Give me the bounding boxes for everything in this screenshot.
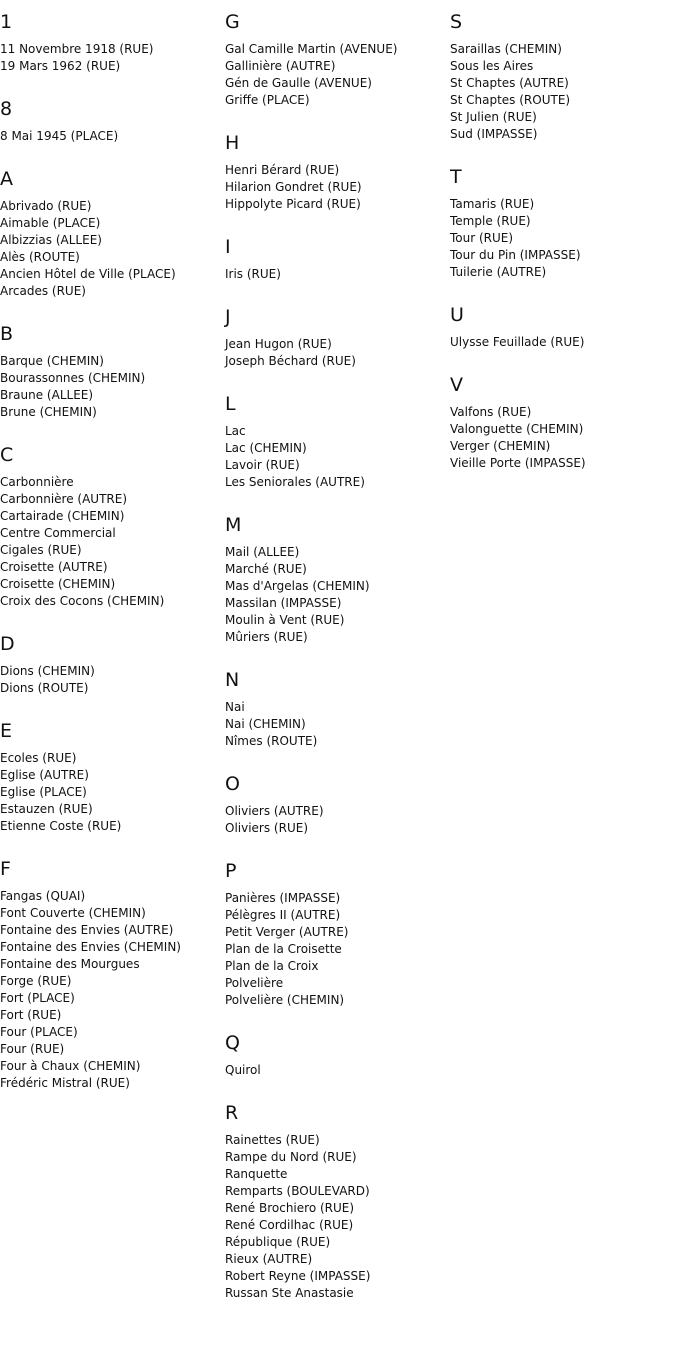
letter-heading: M <box>225 514 242 536</box>
street-link[interactable]: Hippolyte Picard (RUE) <box>225 197 361 211</box>
street-link[interactable]: Tour du Pin (IMPASSE) <box>450 248 581 262</box>
letter-heading: D <box>0 633 15 655</box>
letter-heading: E <box>0 720 13 742</box>
street-link[interactable]: Ancien Hôtel de Ville (PLACE) <box>0 267 176 281</box>
street-link[interactable]: Mûriers (RUE) <box>225 630 308 644</box>
street-link[interactable]: Iris (RUE) <box>225 267 281 281</box>
street-link[interactable]: Estauzen (RUE) <box>0 802 93 816</box>
street-link[interactable]: Centre Commercial <box>0 526 116 540</box>
street-link[interactable]: Tamaris (RUE) <box>450 197 535 211</box>
street-link[interactable]: Brune (CHEMIN) <box>0 405 97 419</box>
street-link[interactable]: République (RUE) <box>225 1235 331 1249</box>
street-link[interactable]: Fort (RUE) <box>0 1008 62 1022</box>
letter-group <box>0 98 225 145</box>
street-link[interactable]: Griffe (PLACE) <box>225 93 310 107</box>
street-link[interactable]: Plan de la Croix <box>225 959 319 973</box>
letter-heading: I <box>225 236 231 258</box>
letter-heading: P <box>225 860 237 882</box>
street-link[interactable]: St Julien (RUE) <box>450 110 537 124</box>
letter-heading: L <box>225 393 236 415</box>
street-link[interactable]: Henri Bérard (RUE) <box>225 163 340 177</box>
letter-group <box>0 633 225 697</box>
letter-group <box>225 132 450 213</box>
street-list <box>0 474 225 610</box>
street-link[interactable]: Vieille Porte (IMPASSE) <box>450 456 586 470</box>
letter-heading: G <box>225 11 240 33</box>
street-list <box>450 41 675 143</box>
street-link[interactable]: Aimable (PLACE) <box>0 216 101 230</box>
street-link[interactable]: Eglise (AUTRE) <box>0 768 89 782</box>
street-list <box>225 336 450 370</box>
letter-heading: B <box>0 323 14 345</box>
street-link[interactable]: Dions (CHEMIN) <box>0 664 95 678</box>
street-link[interactable]: Arcades (RUE) <box>0 284 86 298</box>
letter-group <box>0 11 225 75</box>
street-link[interactable]: Panières (IMPASSE) <box>225 891 341 905</box>
letter-heading: H <box>225 132 240 154</box>
street-list <box>0 888 225 1092</box>
street-link[interactable]: Eglise (PLACE) <box>0 785 87 799</box>
street-link[interactable]: Tuilerie (AUTRE) <box>450 265 547 279</box>
street-link[interactable]: Ecoles (RUE) <box>0 751 77 765</box>
street-list <box>0 41 225 75</box>
street-link[interactable]: 11 Novembre 1918 (RUE) <box>0 42 154 56</box>
street-list <box>450 196 675 281</box>
letter-heading: U <box>450 304 464 326</box>
street-list <box>225 162 450 213</box>
street-link[interactable]: Saraillas (CHEMIN) <box>450 42 562 56</box>
street-list <box>225 1132 450 1302</box>
street-link[interactable]: Albizzias (ALLEE) <box>0 233 102 247</box>
letter-group <box>225 860 450 1009</box>
street-link[interactable]: Bourassonnes (CHEMIN) <box>0 371 146 385</box>
letter-heading: V <box>450 374 463 396</box>
letter-heading: O <box>225 773 240 795</box>
letter-heading: 1 <box>0 11 13 33</box>
street-list <box>225 266 450 283</box>
street-list <box>0 128 225 145</box>
street-link[interactable]: Marché (RUE) <box>225 562 307 576</box>
letter-group <box>225 1102 450 1302</box>
street-link[interactable]: Rampe du Nord (RUE) <box>225 1150 357 1164</box>
letter-group <box>225 393 450 491</box>
index-column <box>225 0 450 1325</box>
street-link[interactable]: René Cordilhac (RUE) <box>225 1218 354 1232</box>
letter-heading: F <box>0 858 11 880</box>
street-link[interactable]: Rieux (AUTRE) <box>225 1252 313 1266</box>
letter-group <box>225 1032 450 1079</box>
street-list <box>225 890 450 1009</box>
street-link[interactable]: Alès (ROUTE) <box>0 250 80 264</box>
street-link[interactable]: Polvelière <box>225 976 284 990</box>
street-link[interactable]: Nai (CHEMIN) <box>225 717 306 731</box>
street-link[interactable]: St Chaptes (ROUTE) <box>450 93 571 107</box>
letter-heading: T <box>450 166 462 188</box>
letter-group <box>0 720 225 835</box>
street-link[interactable]: Etienne Coste (RUE) <box>0 819 122 833</box>
street-list <box>0 198 225 300</box>
letter-heading: S <box>450 11 463 33</box>
letter-group <box>225 11 450 109</box>
street-link[interactable]: Carbonnière <box>0 475 74 489</box>
street-link[interactable]: Four à Chaux (CHEMIN) <box>0 1059 141 1073</box>
street-link[interactable]: Font Couverte (CHEMIN) <box>0 906 146 920</box>
street-link[interactable]: Lac <box>225 424 246 438</box>
index-column <box>450 0 675 495</box>
street-link[interactable]: Joseph Béchard (RUE) <box>225 354 356 368</box>
street-link[interactable]: Moulin à Vent (RUE) <box>225 613 345 627</box>
letter-group <box>0 444 225 610</box>
street-list <box>225 423 450 491</box>
letter-group <box>225 669 450 750</box>
street-link[interactable]: Rainettes (RUE) <box>225 1133 320 1147</box>
street-link[interactable]: Sous les Aires <box>450 59 534 73</box>
street-link[interactable]: Nîmes (ROUTE) <box>225 734 318 748</box>
street-link[interactable]: Valfons (RUE) <box>450 405 532 419</box>
street-link[interactable]: Four (PLACE) <box>0 1025 78 1039</box>
street-link[interactable]: Massilan (IMPASSE) <box>225 596 342 610</box>
street-link[interactable]: Remparts (BOULEVARD) <box>225 1184 370 1198</box>
street-link[interactable]: Verger (CHEMIN) <box>450 439 551 453</box>
letter-heading: 8 <box>0 98 13 120</box>
street-link[interactable]: Frédéric Mistral (RUE) <box>0 1076 130 1090</box>
street-link[interactable]: Oliviers (AUTRE) <box>225 804 324 818</box>
letter-group <box>450 304 675 351</box>
letter-group <box>0 168 225 300</box>
street-link[interactable]: Cigales (RUE) <box>0 543 82 557</box>
street-link[interactable]: Four (RUE) <box>0 1042 65 1056</box>
street-link[interactable]: Fangas (QUAI) <box>0 889 86 903</box>
street-link[interactable]: Cartairade (CHEMIN) <box>0 509 125 523</box>
street-list <box>0 353 225 421</box>
street-link[interactable]: Robert Reyne (IMPASSE) <box>225 1269 371 1283</box>
letter-group <box>0 323 225 421</box>
letter-heading: N <box>225 669 240 691</box>
street-list <box>225 803 450 837</box>
street-link[interactable]: Jean Hugon (RUE) <box>225 337 332 351</box>
letter-group <box>225 306 450 370</box>
street-list <box>0 663 225 697</box>
street-link[interactable]: Nai <box>225 700 245 714</box>
street-link[interactable]: Quirol <box>225 1063 261 1077</box>
street-link[interactable]: 19 Mars 1962 (RUE) <box>0 59 121 73</box>
street-link[interactable]: Barque (CHEMIN) <box>0 354 104 368</box>
street-link[interactable]: Mail (ALLEE) <box>225 545 300 559</box>
street-link[interactable]: Fontaine des Envies (CHEMIN) <box>0 940 181 954</box>
street-link[interactable]: Russan Ste Anastasie <box>225 1286 354 1300</box>
street-link[interactable]: Petit Verger (AUTRE) <box>225 925 349 939</box>
street-link[interactable]: Polvelière (CHEMIN) <box>225 993 345 1007</box>
street-list <box>225 544 450 646</box>
street-link[interactable]: Carbonnière (AUTRE) <box>0 492 128 506</box>
street-link[interactable]: Lac (CHEMIN) <box>225 441 307 455</box>
letter-heading: Q <box>225 1032 240 1054</box>
letter-group <box>225 236 450 283</box>
letter-heading: A <box>0 168 13 190</box>
street-link[interactable]: Fort (PLACE) <box>0 991 75 1005</box>
street-link[interactable]: Fontaine des Envies (AUTRE) <box>0 923 174 937</box>
street-link[interactable]: Croisette (AUTRE) <box>0 560 108 574</box>
street-link[interactable]: Valonguette (CHEMIN) <box>450 422 584 436</box>
street-list <box>450 404 675 472</box>
street-link[interactable]: 8 Mai 1945 (PLACE) <box>0 129 119 143</box>
letter-heading: R <box>225 1102 239 1124</box>
letter-heading: J <box>225 306 231 328</box>
letter-group <box>450 166 675 281</box>
street-link[interactable]: René Brochiero (RUE) <box>225 1201 355 1215</box>
letter-group <box>0 858 225 1092</box>
street-list <box>450 334 675 351</box>
street-link[interactable]: Temple (RUE) <box>450 214 531 228</box>
street-link[interactable]: Forge (RUE) <box>0 974 72 988</box>
street-list <box>0 750 225 835</box>
street-link[interactable]: Hilarion Gondret (RUE) <box>225 180 362 194</box>
street-link[interactable]: Fontaine des Mourgues <box>0 957 140 971</box>
street-link[interactable]: Pélègres II (AUTRE) <box>225 908 341 922</box>
letter-group <box>225 514 450 646</box>
street-list <box>225 41 450 109</box>
letter-heading: C <box>0 444 14 466</box>
street-link[interactable]: Les Seniorales (AUTRE) <box>225 475 365 489</box>
street-link[interactable]: Oliviers (RUE) <box>225 821 308 835</box>
letter-group <box>225 773 450 837</box>
index-column <box>0 0 225 1115</box>
letter-group <box>450 11 675 143</box>
street-link[interactable]: Gén de Gaulle (AVENUE) <box>225 76 372 90</box>
street-link[interactable]: Braune (ALLEE) <box>0 388 94 402</box>
street-link[interactable]: Gal Camille Martin (AVENUE) <box>225 42 398 56</box>
street-link[interactable]: Abrivado (RUE) <box>0 199 92 213</box>
street-link[interactable]: Tour (RUE) <box>450 231 514 245</box>
letter-group <box>450 374 675 472</box>
street-link[interactable]: Croix des Cocons (CHEMIN) <box>0 594 165 608</box>
street-link[interactable]: St Chaptes (AUTRE) <box>450 76 569 90</box>
street-link[interactable]: Dions (ROUTE) <box>0 681 89 695</box>
street-link[interactable]: Ranquette <box>225 1167 288 1181</box>
street-link[interactable]: Gallinière (AUTRE) <box>225 59 336 73</box>
street-link[interactable]: Mas d'Argelas (CHEMIN) <box>225 579 370 593</box>
street-list <box>225 699 450 750</box>
street-link[interactable]: Sud (IMPASSE) <box>450 127 538 141</box>
street-link[interactable]: Croisette (CHEMIN) <box>0 577 116 591</box>
street-link[interactable]: Lavoir (RUE) <box>225 458 300 472</box>
street-link[interactable]: Ulysse Feuillade (RUE) <box>450 335 585 349</box>
street-list <box>225 1062 450 1079</box>
street-link[interactable]: Plan de la Croisette <box>225 942 342 956</box>
